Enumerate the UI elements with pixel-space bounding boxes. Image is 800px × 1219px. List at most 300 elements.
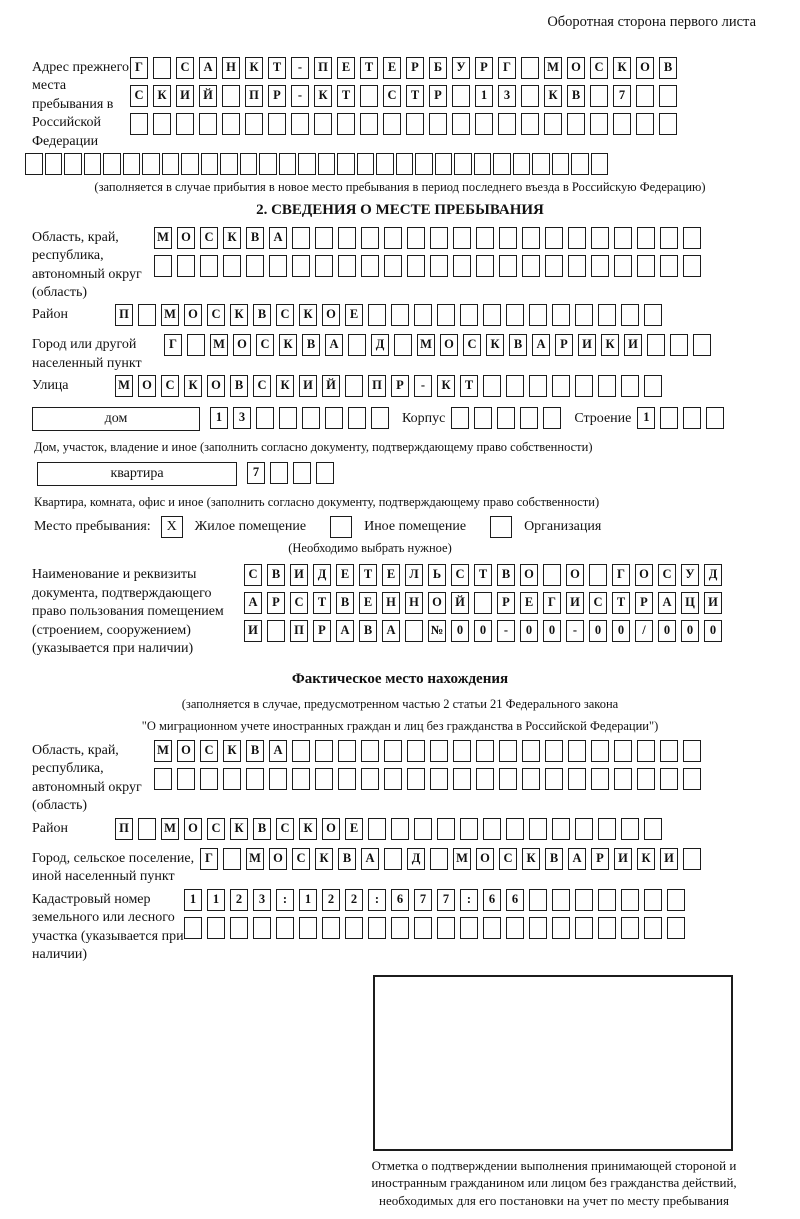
char-cell — [568, 227, 586, 249]
char-cell — [338, 255, 356, 277]
char-cell — [644, 375, 662, 397]
char-cell: - — [414, 375, 432, 397]
char-cell — [621, 375, 639, 397]
char-cell — [499, 227, 517, 249]
actual-city-block — [32, 848, 778, 887]
char-cell — [276, 917, 294, 939]
char-cell: И — [614, 848, 632, 870]
actual-region-rows — [154, 740, 778, 796]
char-cell — [292, 227, 310, 249]
char-cell — [529, 917, 547, 939]
char-cell: Е — [336, 564, 354, 586]
cell-row — [154, 740, 778, 764]
char-cell: 0 — [704, 620, 722, 642]
char-cell — [291, 113, 309, 135]
char-cell — [497, 407, 515, 429]
char-cell — [267, 620, 285, 642]
char-cell — [315, 768, 333, 790]
char-cell — [315, 740, 333, 762]
char-cell: 2 — [345, 889, 363, 911]
char-cell — [644, 917, 662, 939]
char-cell — [130, 113, 148, 135]
char-cell — [522, 740, 540, 762]
char-cell — [256, 407, 274, 429]
char-cell — [644, 818, 662, 840]
char-cell: М — [154, 227, 172, 249]
char-cell: И — [660, 848, 678, 870]
char-cell — [498, 113, 516, 135]
char-cell — [613, 113, 631, 135]
char-cell — [598, 818, 616, 840]
char-cell: Ь — [428, 564, 446, 586]
char-cell: К — [544, 85, 562, 107]
char-cell: В — [267, 564, 285, 586]
char-cell: 7 — [414, 889, 432, 911]
char-cell: 0 — [589, 620, 607, 642]
char-cell — [545, 740, 563, 762]
char-cell: М — [161, 304, 179, 326]
char-cell: - — [497, 620, 515, 642]
char-cell: К — [437, 375, 455, 397]
char-cell: О — [636, 57, 654, 79]
char-cell: 1 — [184, 889, 202, 911]
document-label: Наименование и реквизиты документа, подтверждающего право пользования помещением (строением, сооружением) (указывается при наличии) — [32, 567, 224, 657]
char-cell — [414, 304, 432, 326]
char-cell — [552, 153, 570, 175]
char-cell — [176, 113, 194, 135]
char-cell: О — [184, 818, 202, 840]
char-cell: И — [299, 375, 317, 397]
char-cell — [269, 255, 287, 277]
prev-address-caption: (заполняется в случае прибытия в новое место пребывания в период последнего въезда в Российскую Федерацию) — [94, 180, 706, 195]
char-cell: В — [545, 848, 563, 870]
char-cell — [636, 85, 654, 107]
city-block — [32, 334, 778, 373]
char-cell: С — [463, 334, 481, 356]
char-cell: Т — [474, 564, 492, 586]
char-cell — [384, 768, 402, 790]
char-cell — [84, 153, 102, 175]
char-cell: 7 — [613, 85, 631, 107]
cell-row — [154, 255, 778, 279]
char-cell — [337, 153, 355, 175]
cell-row — [115, 304, 667, 328]
char-cell: Р — [267, 592, 285, 614]
char-cell — [529, 818, 547, 840]
char-cell — [430, 255, 448, 277]
char-cell: Н — [405, 592, 423, 614]
actual-location-caption-1: (заполняется в случае, предусмотренном частью 2 статьи 21 Федерального закона — [181, 696, 619, 711]
stay-type-note: (Необходимо выбрать нужное) — [288, 540, 452, 555]
char-cell: Е — [345, 818, 363, 840]
char-cell — [361, 740, 379, 762]
char-cell: Т — [337, 85, 355, 107]
char-cell: 0 — [451, 620, 469, 642]
char-cell — [45, 153, 63, 175]
char-cell — [591, 740, 609, 762]
stay-type-label: Место пребывания: — [34, 518, 151, 534]
char-cell — [521, 85, 539, 107]
char-cell — [371, 407, 389, 429]
char-cell: Д — [704, 564, 722, 586]
char-cell — [575, 889, 593, 911]
char-cell: И — [176, 85, 194, 107]
char-cell: М — [161, 818, 179, 840]
char-cell — [223, 848, 241, 870]
char-cell: А — [568, 848, 586, 870]
char-cell — [429, 113, 447, 135]
char-cell: С — [589, 592, 607, 614]
char-cell — [552, 304, 570, 326]
char-cell — [660, 227, 678, 249]
char-cell — [376, 153, 394, 175]
char-cell — [483, 917, 501, 939]
char-cell: А — [269, 227, 287, 249]
char-cell: О — [322, 818, 340, 840]
char-cell: Т — [612, 592, 630, 614]
char-cell: К — [315, 848, 333, 870]
stroenie-cells — [637, 407, 729, 431]
char-cell: С — [253, 375, 271, 397]
char-cell — [293, 462, 311, 484]
cell-row — [115, 375, 667, 399]
char-cell — [660, 407, 678, 429]
char-cell: К — [314, 85, 332, 107]
char-cell: С — [499, 848, 517, 870]
char-cell: 2 — [322, 889, 340, 911]
char-cell: Р — [406, 57, 424, 79]
char-cell — [414, 917, 432, 939]
char-cell — [506, 917, 524, 939]
char-cell: С — [130, 85, 148, 107]
char-cell — [240, 153, 258, 175]
char-cell — [230, 917, 248, 939]
actual-district-block — [32, 818, 778, 846]
char-cell: О — [233, 334, 251, 356]
char-cell — [138, 818, 156, 840]
char-cell: К — [486, 334, 504, 356]
char-cell: В — [497, 564, 515, 586]
char-cell: А — [199, 57, 217, 79]
char-cell — [292, 255, 310, 277]
cell-row — [184, 889, 778, 913]
char-cell: С — [290, 592, 308, 614]
char-cell: В — [246, 740, 264, 762]
char-cell: Ц — [681, 592, 699, 614]
char-cell — [414, 818, 432, 840]
char-cell: А — [269, 740, 287, 762]
char-cell — [683, 227, 701, 249]
char-cell: В — [230, 375, 248, 397]
street-label: Улица — [32, 378, 69, 394]
cadastral-label: Кадастровый номер земельного или лесного участка (указывается при наличии) — [32, 891, 184, 963]
char-cell — [384, 255, 402, 277]
char-cell: В — [336, 592, 354, 614]
char-cell — [245, 113, 263, 135]
char-cell — [575, 304, 593, 326]
char-cell — [142, 153, 160, 175]
korpus-label: Корпус — [402, 411, 446, 427]
actual-location-title: Фактическое место нахождения — [291, 670, 509, 687]
char-cell — [453, 768, 471, 790]
char-cell: О — [322, 304, 340, 326]
char-cell: К — [153, 85, 171, 107]
char-cell: 0 — [543, 620, 561, 642]
char-cell: О — [138, 375, 156, 397]
char-cell: К — [184, 375, 202, 397]
char-cell — [532, 153, 550, 175]
char-cell — [474, 153, 492, 175]
checkbox-organizatsiya — [490, 516, 512, 538]
char-cell — [259, 153, 277, 175]
char-cell: Г — [498, 57, 516, 79]
char-cell — [407, 255, 425, 277]
cell-row — [164, 334, 716, 358]
char-cell: К — [613, 57, 631, 79]
prev-address-block — [32, 57, 778, 151]
char-cell — [201, 153, 219, 175]
char-cell — [621, 304, 639, 326]
char-cell — [644, 889, 662, 911]
char-cell: К — [230, 818, 248, 840]
char-cell: 0 — [612, 620, 630, 642]
char-cell — [460, 818, 478, 840]
region-label: Область, край, республика, автономный округ (область) — [32, 229, 142, 300]
char-cell — [314, 113, 332, 135]
char-cell — [199, 113, 217, 135]
char-cell — [476, 227, 494, 249]
char-cell — [614, 255, 632, 277]
street-block — [32, 375, 778, 403]
char-cell: Т — [313, 592, 331, 614]
char-cell — [361, 255, 379, 277]
char-cell: О — [520, 564, 538, 586]
char-cell: К — [522, 848, 540, 870]
char-cell — [322, 917, 340, 939]
char-cell — [575, 917, 593, 939]
char-cell — [187, 334, 205, 356]
char-cell: - — [291, 85, 309, 107]
char-cell: Р — [391, 375, 409, 397]
char-cell — [545, 768, 563, 790]
cell-row — [184, 917, 778, 941]
char-cell — [338, 740, 356, 762]
char-cell — [292, 768, 310, 790]
char-cell: И — [290, 564, 308, 586]
char-cell — [279, 407, 297, 429]
char-cell: О — [269, 848, 287, 870]
char-cell — [660, 740, 678, 762]
char-cell — [683, 740, 701, 762]
char-cell: 1 — [637, 407, 655, 429]
char-cell: В — [246, 227, 264, 249]
house-caption: Дом, участок, владение и иное (заполнить согласно документу, подтверждающему право собственности) — [34, 440, 593, 455]
char-cell — [483, 304, 501, 326]
cadastral-block — [32, 889, 778, 965]
char-cell — [575, 818, 593, 840]
char-cell — [529, 375, 547, 397]
char-cell — [460, 304, 478, 326]
char-cell: О — [428, 592, 446, 614]
char-cell — [552, 917, 570, 939]
char-cell — [706, 407, 724, 429]
prev-address-rows — [130, 57, 778, 141]
char-cell — [670, 334, 688, 356]
char-cell — [270, 462, 288, 484]
char-cell: 7 — [437, 889, 455, 911]
char-cell — [103, 153, 121, 175]
char-cell — [246, 255, 264, 277]
char-cell: - — [291, 57, 309, 79]
char-cell — [200, 768, 218, 790]
char-cell — [475, 113, 493, 135]
char-cell — [338, 227, 356, 249]
char-cell: С — [658, 564, 676, 586]
char-cell — [361, 227, 379, 249]
char-cell: Л — [405, 564, 423, 586]
char-cell: С — [161, 375, 179, 397]
char-cell — [360, 113, 378, 135]
char-cell: С — [256, 334, 274, 356]
char-cell: 6 — [483, 889, 501, 911]
char-cell — [499, 255, 517, 277]
char-cell: М — [544, 57, 562, 79]
char-cell — [299, 917, 317, 939]
actual-region-block — [32, 740, 778, 816]
stamp-area — [22, 975, 778, 1210]
char-cell — [454, 153, 472, 175]
char-cell — [368, 818, 386, 840]
char-cell: С — [176, 57, 194, 79]
char-cell: О — [567, 57, 585, 79]
char-cell — [384, 740, 402, 762]
char-cell: 2 — [230, 889, 248, 911]
char-cell — [437, 818, 455, 840]
char-cell — [430, 740, 448, 762]
char-cell — [637, 768, 655, 790]
char-cell: Р — [555, 334, 573, 356]
char-cell — [200, 255, 218, 277]
char-cell: Й — [199, 85, 217, 107]
char-cell: Е — [382, 564, 400, 586]
char-cell: 7 — [247, 462, 265, 484]
char-cell — [476, 740, 494, 762]
char-cell — [405, 620, 423, 642]
char-cell: Р — [475, 57, 493, 79]
char-cell — [407, 768, 425, 790]
char-cell — [476, 255, 494, 277]
char-cell — [513, 153, 531, 175]
char-cell — [407, 740, 425, 762]
char-cell: Р — [497, 592, 515, 614]
char-cell — [683, 407, 701, 429]
char-cell: М — [246, 848, 264, 870]
page-side-note: Оборотная сторона первого листа — [547, 14, 756, 30]
district-block — [32, 304, 778, 332]
char-cell: О — [566, 564, 584, 586]
char-cell — [545, 227, 563, 249]
cell-row — [154, 768, 778, 792]
stroenie-label: Строение — [574, 411, 632, 427]
char-cell: Д — [407, 848, 425, 870]
char-cell: К — [223, 227, 241, 249]
char-cell: 1 — [207, 889, 225, 911]
char-cell: П — [245, 85, 263, 107]
char-cell — [64, 153, 82, 175]
char-cell — [660, 255, 678, 277]
char-cell: 6 — [506, 889, 524, 911]
char-cell: О — [635, 564, 653, 586]
char-cell — [621, 917, 639, 939]
char-cell — [474, 592, 492, 614]
char-cell — [506, 375, 524, 397]
char-cell — [644, 304, 662, 326]
char-cell: Д — [371, 334, 389, 356]
char-cell — [598, 889, 616, 911]
option-inoe-label: Иное помещение — [364, 518, 467, 534]
char-cell: М — [210, 334, 228, 356]
char-cell — [368, 304, 386, 326]
char-cell — [177, 255, 195, 277]
char-cell: 0 — [658, 620, 676, 642]
char-cell — [474, 407, 492, 429]
char-cell: 3 — [253, 889, 271, 911]
char-cell — [391, 917, 409, 939]
char-cell — [435, 153, 453, 175]
char-cell: Е — [337, 57, 355, 79]
char-cell — [383, 113, 401, 135]
char-cell: С — [590, 57, 608, 79]
char-cell: С — [200, 740, 218, 762]
char-cell — [568, 255, 586, 277]
char-cell — [223, 255, 241, 277]
char-cell — [360, 85, 378, 107]
char-cell: С — [451, 564, 469, 586]
char-cell — [453, 740, 471, 762]
char-cell: Д — [313, 564, 331, 586]
cell-row-full-width — [25, 153, 778, 177]
char-cell — [543, 564, 561, 586]
char-cell — [529, 304, 547, 326]
char-cell — [154, 768, 172, 790]
char-cell — [268, 113, 286, 135]
char-cell — [391, 304, 409, 326]
char-cell: / — [635, 620, 653, 642]
char-cell: Р — [635, 592, 653, 614]
char-cell — [415, 153, 433, 175]
region-block — [32, 227, 778, 303]
char-cell: В — [567, 85, 585, 107]
char-cell — [598, 375, 616, 397]
char-cell: Р — [429, 85, 447, 107]
char-cell — [162, 153, 180, 175]
char-cell — [483, 375, 501, 397]
apartment-box: квартира — [37, 462, 237, 486]
char-cell: У — [681, 564, 699, 586]
char-cell: К — [637, 848, 655, 870]
char-cell — [222, 113, 240, 135]
char-cell — [384, 848, 402, 870]
char-cell — [181, 153, 199, 175]
city-label: Город или другой населенный пункт — [32, 337, 142, 371]
char-cell — [667, 889, 685, 911]
char-cell: О — [177, 740, 195, 762]
char-cell: Г — [612, 564, 630, 586]
char-cell — [659, 113, 677, 135]
char-cell — [647, 334, 665, 356]
char-cell — [591, 768, 609, 790]
char-cell: 0 — [681, 620, 699, 642]
